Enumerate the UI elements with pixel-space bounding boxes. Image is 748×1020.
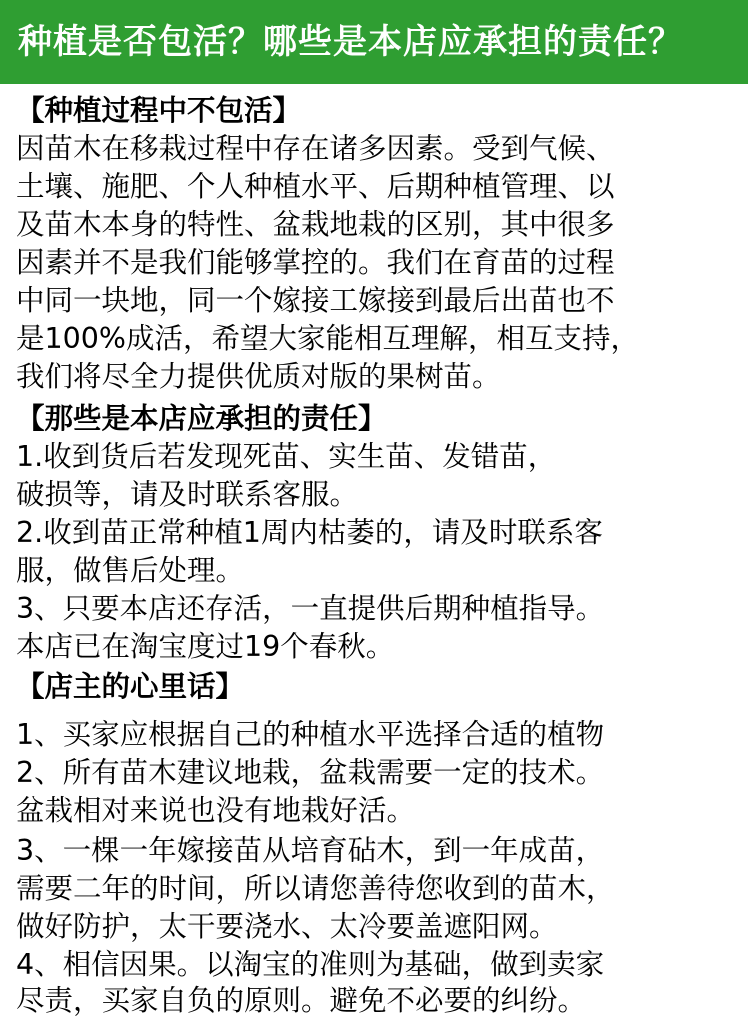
section-heading-no-guarantee: 【种植过程中不包活】 [16,94,302,127]
section-3-line: 尽责，买家自负的原则。避免不必要的纠纷。 [16,984,587,1017]
section-1-line: 是100%成活，希望大家能相互理解，相互支持， [16,322,639,355]
section-2-line: 本店已在淘宝度过19个春秋。 [16,630,395,663]
title-banner [0,0,748,84]
section-3-line: 需要二年的时间，所以请您善待您收到的苗木， [16,872,615,905]
section-3-line: 4、相信因果。以淘宝的准则为基础，做到卖家 [16,948,605,981]
section-2-line: 2.收到苗正常种植1周内枯萎的，请及时联系客 [16,516,603,549]
section-3-line: 做好防护，太干要浇水、太冷要盖遮阳网。 [16,910,558,943]
section-2-line: 3、只要本店还存活，一直提供后期种植指导。 [16,592,605,625]
section-3-line: 盆栽相对来说也没有地栽好活。 [16,794,416,827]
section-1-line: 土壤、施肥、个人种植水平、后期种植管理、以 [16,170,615,203]
section-3-line: 3、一棵一年嫁接苗从培育砧木，到一年成苗， [16,834,605,867]
banner-title: 种植是否包活？哪些是本店应承担的责任？ [18,22,683,62]
section-2-line: 服，做售后处理。 [16,554,245,587]
section-1-line: 因素并不是我们能够掌控的。我们在育苗的过程 [16,246,615,279]
section-1-line: 中同一块地，同一个嫁接工嫁接到最后出苗也不 [16,284,615,317]
section-1-line: 因苗木在移栽过程中存在诸多因素。受到气候、 [16,132,615,165]
section-2-line: 1.收到货后若发现死苗、实生苗、发错苗， [16,440,557,473]
section-heading-owner-message: 【店主的心里话】 [16,670,245,703]
section-1-line: 我们将尽全力提供优质对版的果树苗。 [16,360,501,393]
section-3-line: 1、买家应根据自己的种植水平选择合适的植物 [16,718,605,751]
section-heading-store-responsibility: 【那些是本店应承担的责任】 [16,402,387,435]
section-2-line: 破损等，请及时联系客服。 [16,478,359,511]
section-3-line: 2、所有苗木建议地栽，盆栽需要一定的技术。 [16,756,605,789]
section-1-line: 及苗木本身的特性、盆栽地栽的区别，其中很多 [16,208,615,241]
